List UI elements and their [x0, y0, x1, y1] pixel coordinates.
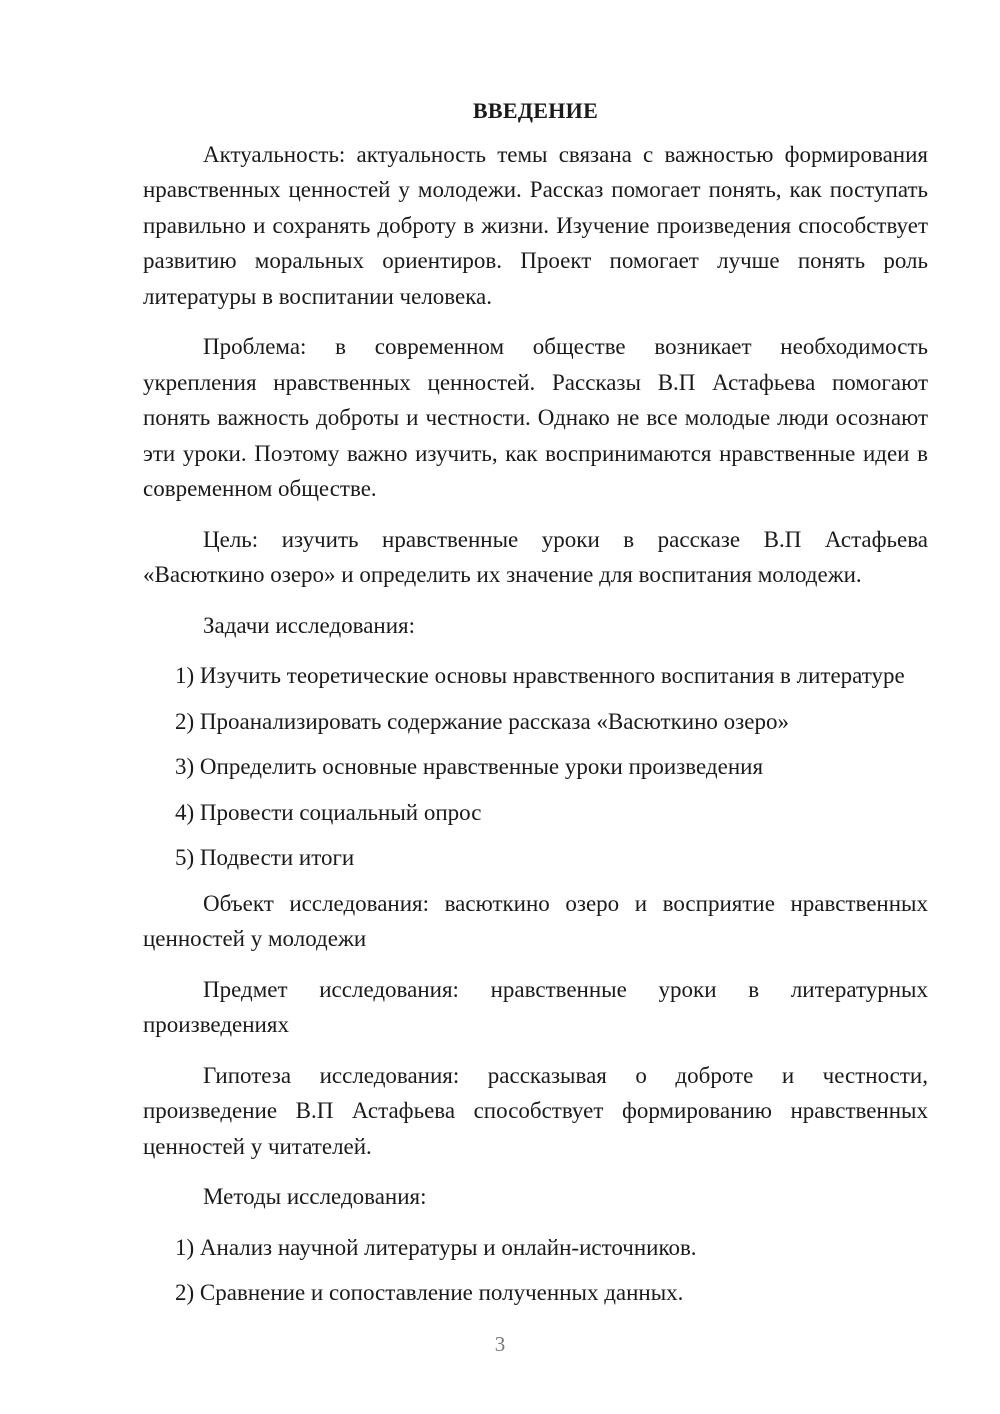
relevance-paragraph: Актуальность: актуальность темы связана с важностью формирования нравственных ценностей у молодежи. Рассказ помогает понять, как поступать правильно и сохранять доброту в жизни. Изучение произведения способствует развитию моральных ориентиров. Проект помогает лучше понять роль литературы в воспитании человека. [143, 141, 928, 309]
tasks-heading: Задачи исследования: [203, 612, 416, 638]
hypothesis-paragraph: Гипотеза исследования: рассказывая о доброте и честности, произведение В.П Астафьева способствует формированию нравственных ценностей у читателей. [143, 1062, 928, 1159]
object-paragraph: Объект исследования: васюткино озеро и восприятие нравственных ценностей у молодежи [143, 890, 928, 951]
methods-heading: Методы исследования: [203, 1184, 427, 1209]
goal-paragraph: Цель: изучить нравственные уроки в рассказе В.П Астафьева «Васюткино озеро» и определить их значение для воспитания молодежи. [143, 526, 928, 587]
task-item: 2) Проанализировать содержание рассказа «Васюткино озеро» [175, 708, 789, 734]
page-number: 3 [494, 1332, 506, 1356]
subject-paragraph: Предмет исследования: нравственные уроки в литературных произведениях [143, 976, 928, 1037]
method-item: 2) Сравнение и сопоставление полученных данных. [175, 1280, 684, 1305]
method-item: 1) Анализ научной литературы и онлайн-источников. [175, 1234, 697, 1260]
task-item: 3) Определить основные нравственные уроки произведения [175, 754, 764, 779]
task-item: 4) Провести социальный опрос [175, 799, 482, 825]
problem-paragraph: Проблема: в современном обществе возникает необходимость укрепления нравственных ценностей. Рассказы В.П Астафьева помогают понять важность доброты и честности. Однако не все молодые люди осознают эти уроки. Поэтому важно изучить, как воспринимаются нравственные идеи в современном обществе. [143, 334, 928, 501]
page-content [143, 93, 928, 1321]
task-item: 1) Изучить теоретические основы нравственного воспитания в литературе [175, 663, 905, 688]
section-title: ВВЕДЕНИЕ [472, 98, 599, 123]
task-item: 5) Подвести итоги [175, 845, 355, 870]
